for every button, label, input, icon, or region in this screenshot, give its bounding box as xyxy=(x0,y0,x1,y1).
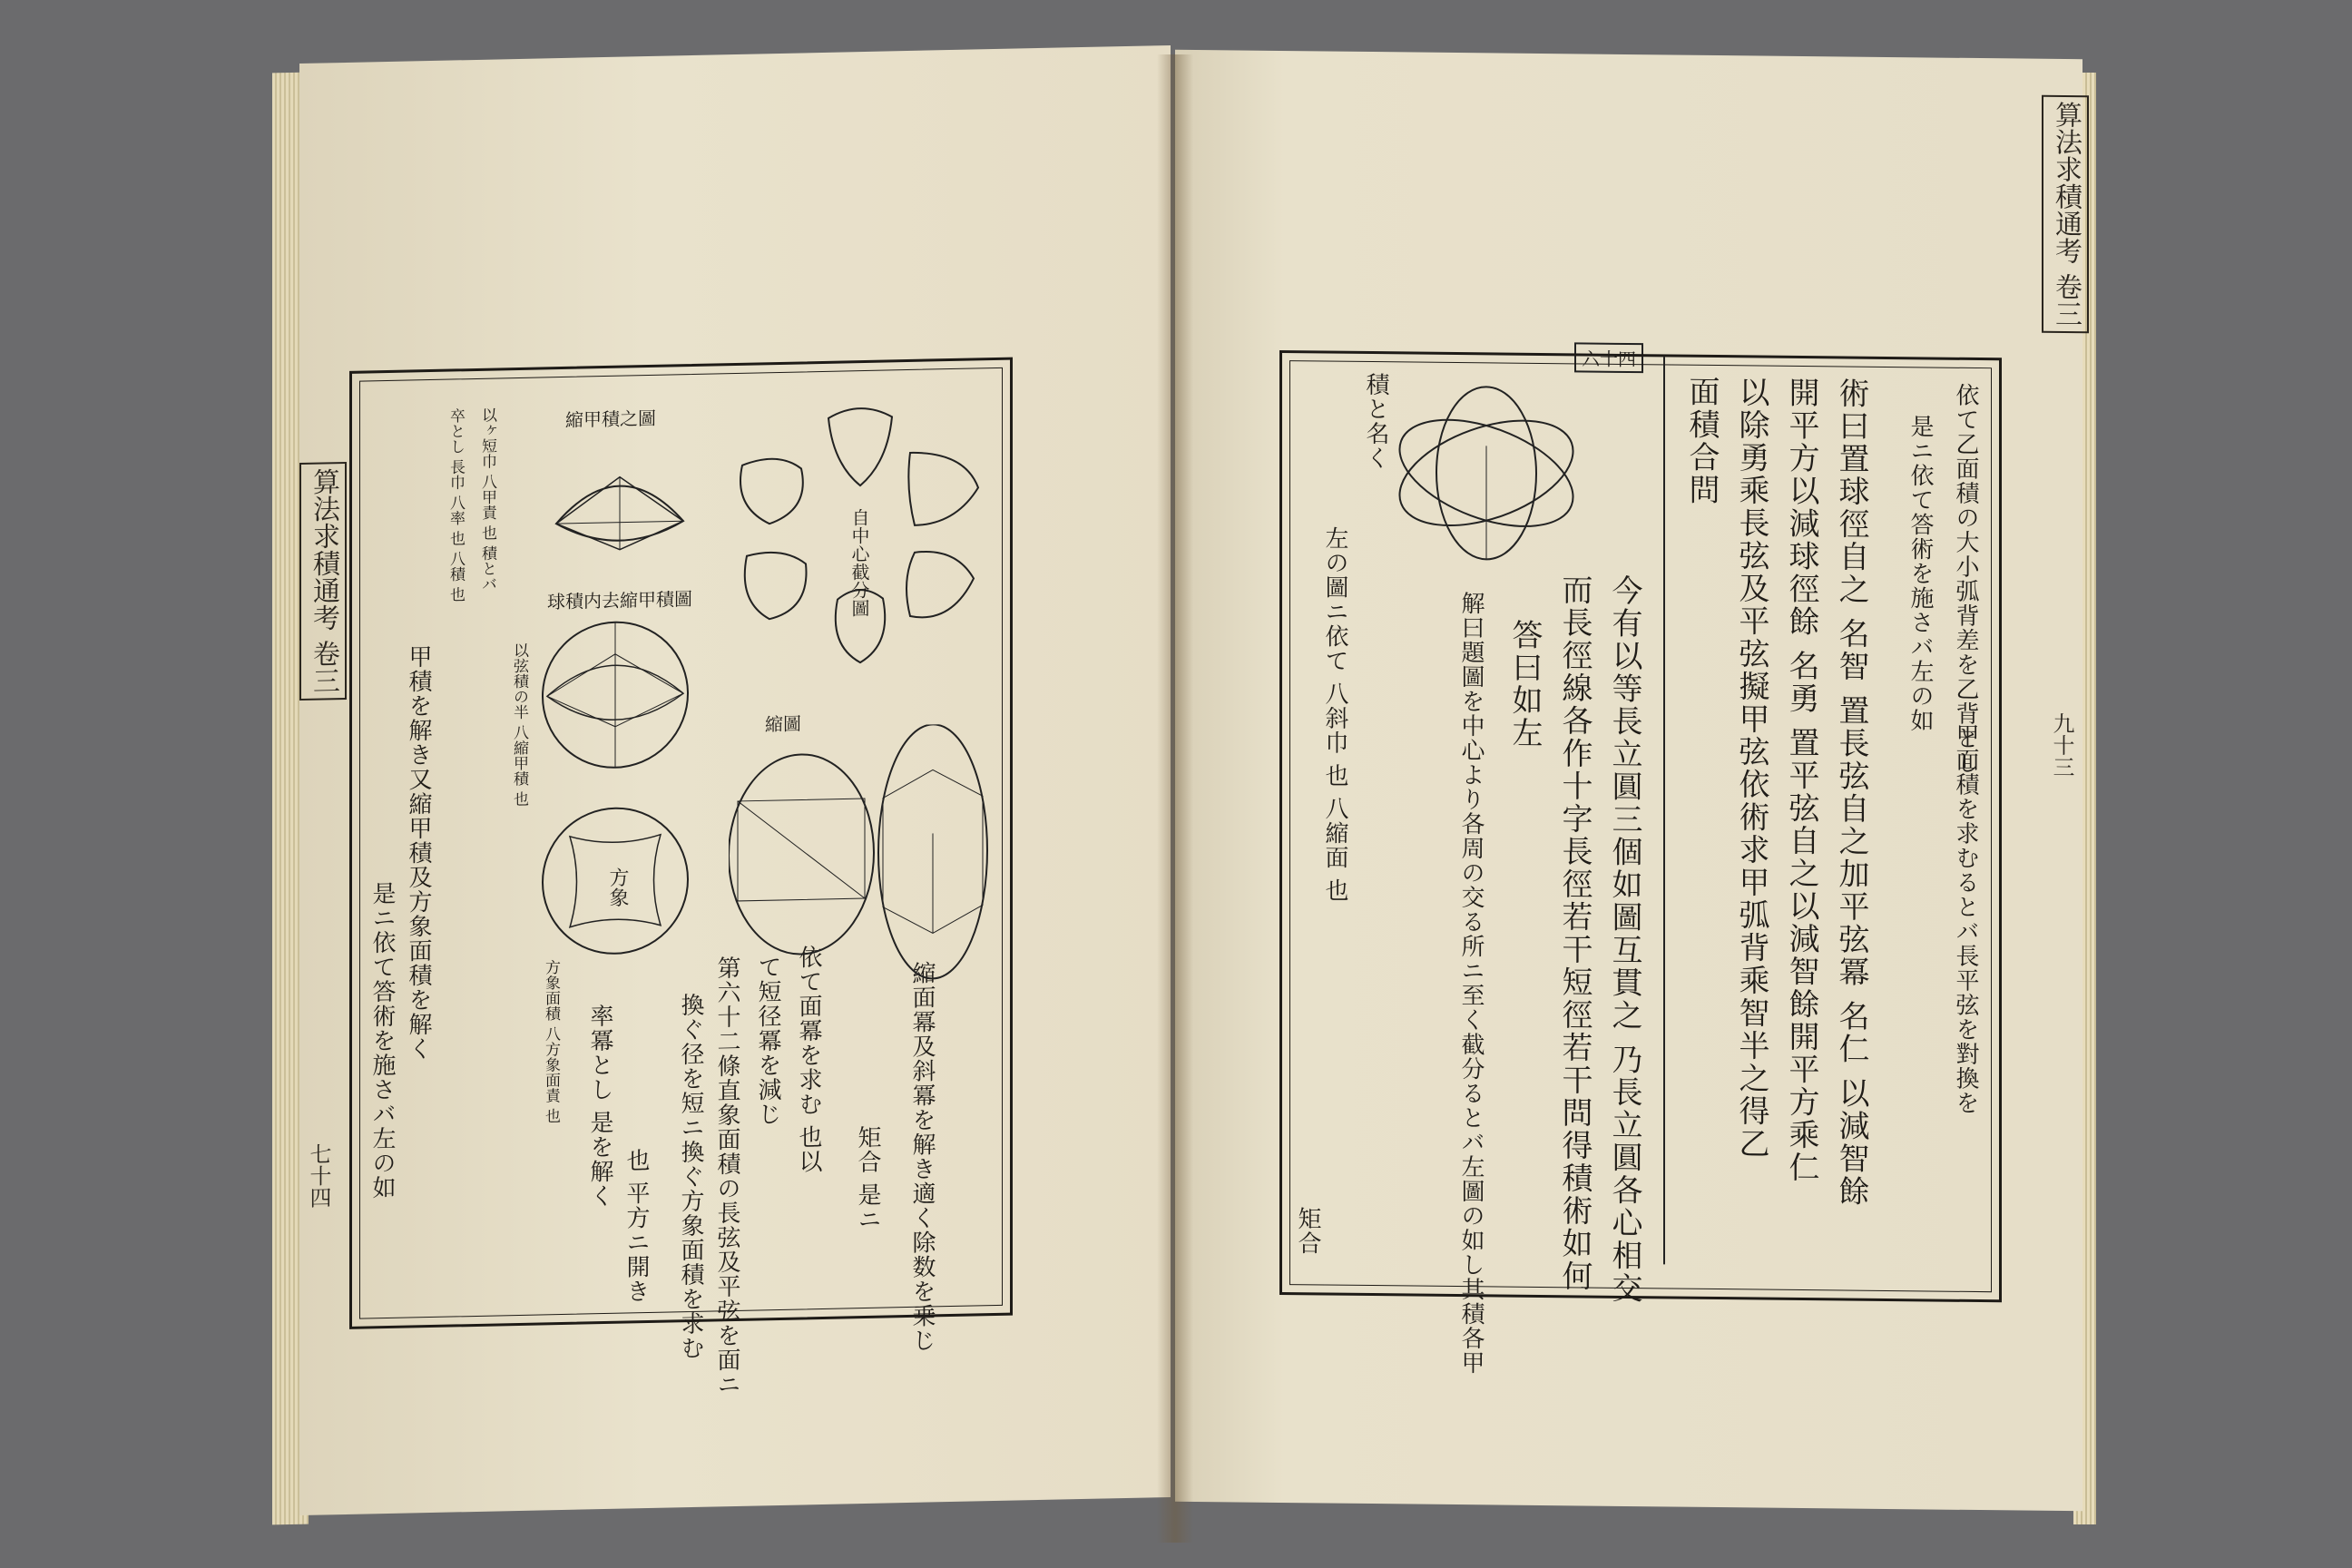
text-column: 方象面積 八方象面責 也 xyxy=(542,959,560,1124)
center-label: 自中心截分圖 xyxy=(848,507,870,618)
text-column: 今有以等長立圓三個如圖互貫之 乃長立圓各心相交 xyxy=(1606,573,1642,1305)
text-column: 矩合 xyxy=(1294,1206,1321,1256)
text-column: 率冪とし 是を解く xyxy=(586,1003,613,1209)
right-folio: 九十三 xyxy=(2049,711,2074,779)
book-gutter xyxy=(1157,54,1193,1543)
text-column: 甲面積を求むるとバ長平弦を對換を xyxy=(1952,722,1979,1116)
text-column: 面積合問 xyxy=(1683,375,1720,507)
text-column: 矩合 是ニ xyxy=(854,1124,881,1232)
text-column: 依て面冪を求む 也以 xyxy=(795,944,822,1174)
text-column: 而長徑線各作十字長徑若干短徑若干問得積術如何 xyxy=(1556,573,1592,1293)
text-column: 積と名く xyxy=(1362,371,1389,471)
text-column: 以ヶ短巾 八甲責 也 積とバ xyxy=(478,407,496,593)
diagram-caption: 縮圖 xyxy=(765,712,801,736)
text-column: 答曰如左 xyxy=(1506,618,1543,750)
diagram-caption: 球積内去縮甲積圖 xyxy=(547,587,692,613)
text-column: 甲積を解き又縮甲積及方象面積を解く xyxy=(405,643,432,1062)
right-text-frame xyxy=(1279,350,2002,1376)
text-column: 以弦積の半 八縮甲積 也 xyxy=(510,642,528,808)
left-spine-title: 算法求積通考 卷三 xyxy=(299,462,347,701)
three-ellipse-diagram xyxy=(1382,372,1591,583)
diagram-caption: 縮甲積之圖 xyxy=(565,407,656,431)
text-column: 是ニ依て答術を施さバ左の如 xyxy=(368,880,396,1200)
right-spine-title: 算法求積通考 卷三 xyxy=(2042,95,2089,333)
center-cut-diagram xyxy=(729,397,992,674)
square-label: 方象 xyxy=(606,867,629,907)
text-column: 左の圖ニ依て 八斜巾 也 八縮面 也 xyxy=(1321,525,1348,903)
column-rule xyxy=(1663,357,1665,1264)
text-column: 換ぐ径を短ニ換ぐ方象面積を求む xyxy=(677,992,704,1361)
text-column: 術曰置球徑自之 名智 置長弦自之加平弦冪 名仁 以減智餘 xyxy=(1833,377,1869,1209)
page-number: 六十四 xyxy=(1574,342,1643,373)
left-text-frame xyxy=(349,358,1013,1397)
text-column: 第六十二條直象面積の長弦及平弦を面ニ xyxy=(713,955,740,1397)
text-column: 也 平方ニ開き xyxy=(622,1147,650,1304)
right-page xyxy=(1175,50,2082,1511)
text-column: て短径冪を減じ xyxy=(754,954,781,1127)
left-page xyxy=(299,45,1171,1515)
open-book xyxy=(272,54,2096,1543)
square-figure-diagram xyxy=(538,802,692,960)
text-column: 開平方以減球徑餘 名勇 置平弦自之以減智餘開平方乘仁 xyxy=(1783,376,1819,1184)
left-folio: 七十四 xyxy=(306,1142,331,1209)
text-column: 以除勇乘長弦及平弦擬甲弦依術求甲弧背乘智半之得乙 xyxy=(1733,376,1769,1161)
text-column: 縮面冪及斜冪を解き適く除数を乗じ xyxy=(908,960,936,1353)
text-column: 依て乙面積の大小弧背差を乙背とし xyxy=(1952,382,1979,776)
text-column: 是ニ依て答術を施さバ左の如 xyxy=(1906,414,1934,733)
text-column: 卒とし 長巾 八率 也 八積 也 xyxy=(446,407,465,603)
text-column: 解曰題圖を中心より各周の交る所ニ至く截分るとバ左圖の如し其積各甲 xyxy=(1457,591,1485,1376)
